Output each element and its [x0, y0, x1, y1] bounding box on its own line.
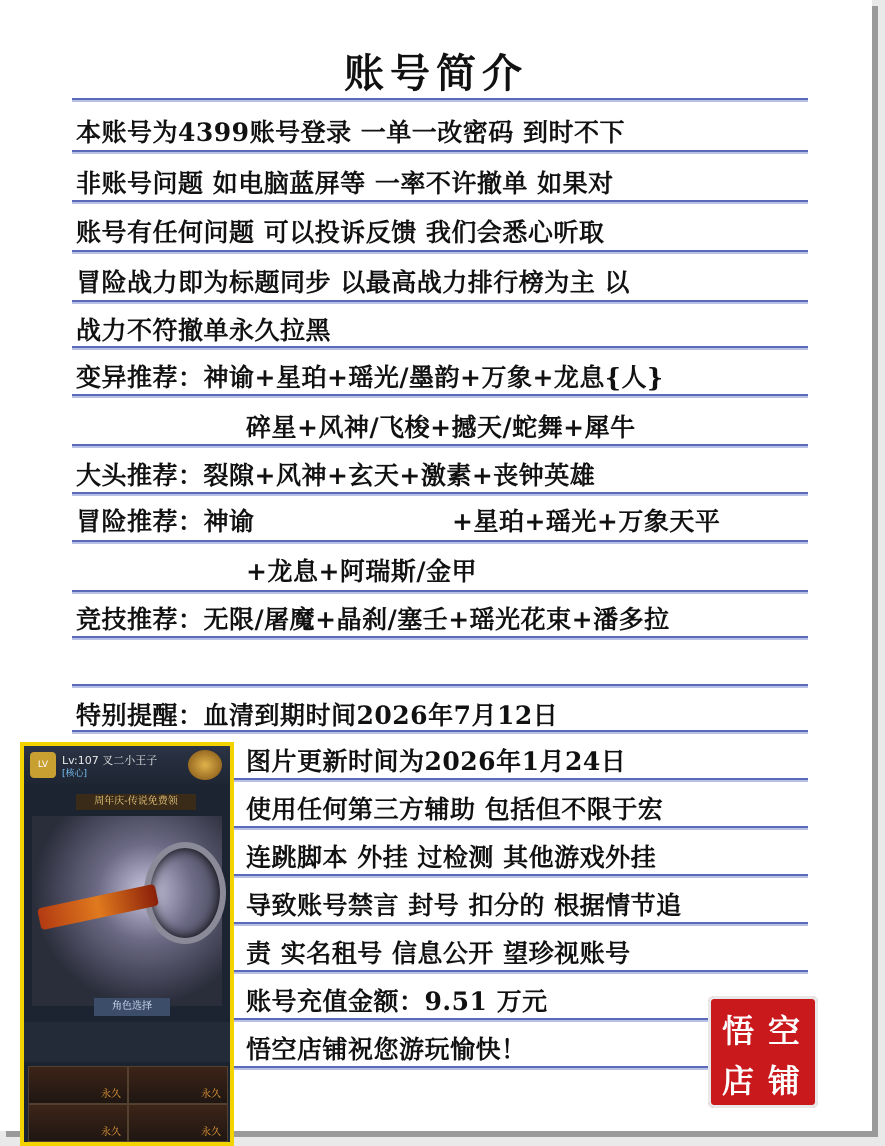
weapon-slot [128, 1104, 228, 1142]
player-level-name: Lv:107 叉二小王子 [62, 754, 158, 767]
text-line: 责 实名租号 信息公开 望珍视账号 [246, 939, 631, 968]
ruled-line [72, 150, 808, 152]
page-title: 账号简介 [344, 50, 528, 97]
text-line: 冒险推荐：神谕 [76, 507, 255, 536]
slot-tag: 永久 [101, 1127, 121, 1138]
text-line: 图片更新时间为2026年1月24日 [246, 747, 627, 776]
event-banner: 周年庆-传说免费领 [76, 794, 196, 810]
ruled-line [72, 492, 808, 494]
game-screenshot-thumbnail [20, 742, 234, 1146]
level-badge-icon: LV [30, 752, 56, 778]
ruled-line [72, 636, 808, 638]
text-line: 战力不符撤单永久拉黑 [76, 316, 332, 345]
text-line: 碎星+风神/飞梭+撼天/蛇舞+犀牛 [246, 413, 636, 442]
text-line: 账号有任何问题 可以投诉反馈 我们会悉心听取 [76, 218, 605, 247]
weapon-slot [28, 1066, 128, 1104]
ruled-line [72, 300, 808, 302]
ruled-line [72, 684, 808, 686]
thumbnail-header [24, 746, 230, 784]
ruled-line [72, 250, 808, 252]
text-line: 使用任何第三方辅助 包括但不限于宏 [246, 795, 664, 824]
slot-tag: 永久 [201, 1089, 221, 1100]
role-select-button: 角色选择 [94, 998, 170, 1016]
shop-seal-stamp [708, 996, 818, 1108]
ruled-line [72, 540, 808, 542]
ruled-line [72, 200, 808, 202]
slot-tag: 永久 [201, 1127, 221, 1138]
rank-emblem-icon [188, 750, 222, 780]
text-line: 账号充值金额：9.51 万元 [246, 987, 548, 1016]
slot-tag: 永久 [101, 1089, 121, 1100]
text-line: 冒险战力即为标题同步 以最高战力排行榜为主 以 [76, 268, 630, 297]
weapon-slot [28, 1104, 128, 1142]
text-line: 特别提醒：血清到期时间2026年7月12日 [76, 701, 559, 730]
text-line: 大头推荐：裂隙+风神+玄天+激素+丧钟英雄 [76, 461, 596, 490]
ruled-line [72, 98, 808, 100]
stamp-char: 悟 [722, 1012, 755, 1050]
text-line: +龙息+阿瑞斯/金甲 [246, 557, 478, 586]
stamp-char: 空 [768, 1012, 801, 1050]
text-line: 连跳脚本 外挂 过检测 其他游戏外挂 [246, 843, 657, 872]
inventory-tabs [24, 1022, 230, 1062]
ruled-line [72, 444, 808, 446]
text-line: +星珀+瑶光+万象天平 [452, 507, 721, 536]
weapon-slot [128, 1066, 228, 1104]
player-tag: [核心] [62, 769, 88, 779]
stamp-char: 铺 [768, 1062, 801, 1100]
text-line: 变异推荐：神谕+星珀+瑶光/墨韵+万象+龙息{人} [76, 363, 664, 392]
stamp-char: 店 [722, 1062, 755, 1100]
text-line: 悟空店铺祝您游玩愉快！ [246, 1035, 527, 1064]
text-line: 竞技推荐：无限/屠魔+晶刹/塞壬+瑶光花束+潘多拉 [76, 605, 670, 634]
text-line: 导致账号禁言 封号 扣分的 根据情节追 [246, 891, 682, 920]
text-line: 本账号为4399账号登录 一单一改密码 到时不下 [76, 118, 625, 147]
text-line: 非账号问题 如电脑蓝屏等 一率不许撤单 如果对 [76, 169, 614, 198]
ruled-line [72, 394, 808, 396]
ruled-line [72, 590, 808, 592]
